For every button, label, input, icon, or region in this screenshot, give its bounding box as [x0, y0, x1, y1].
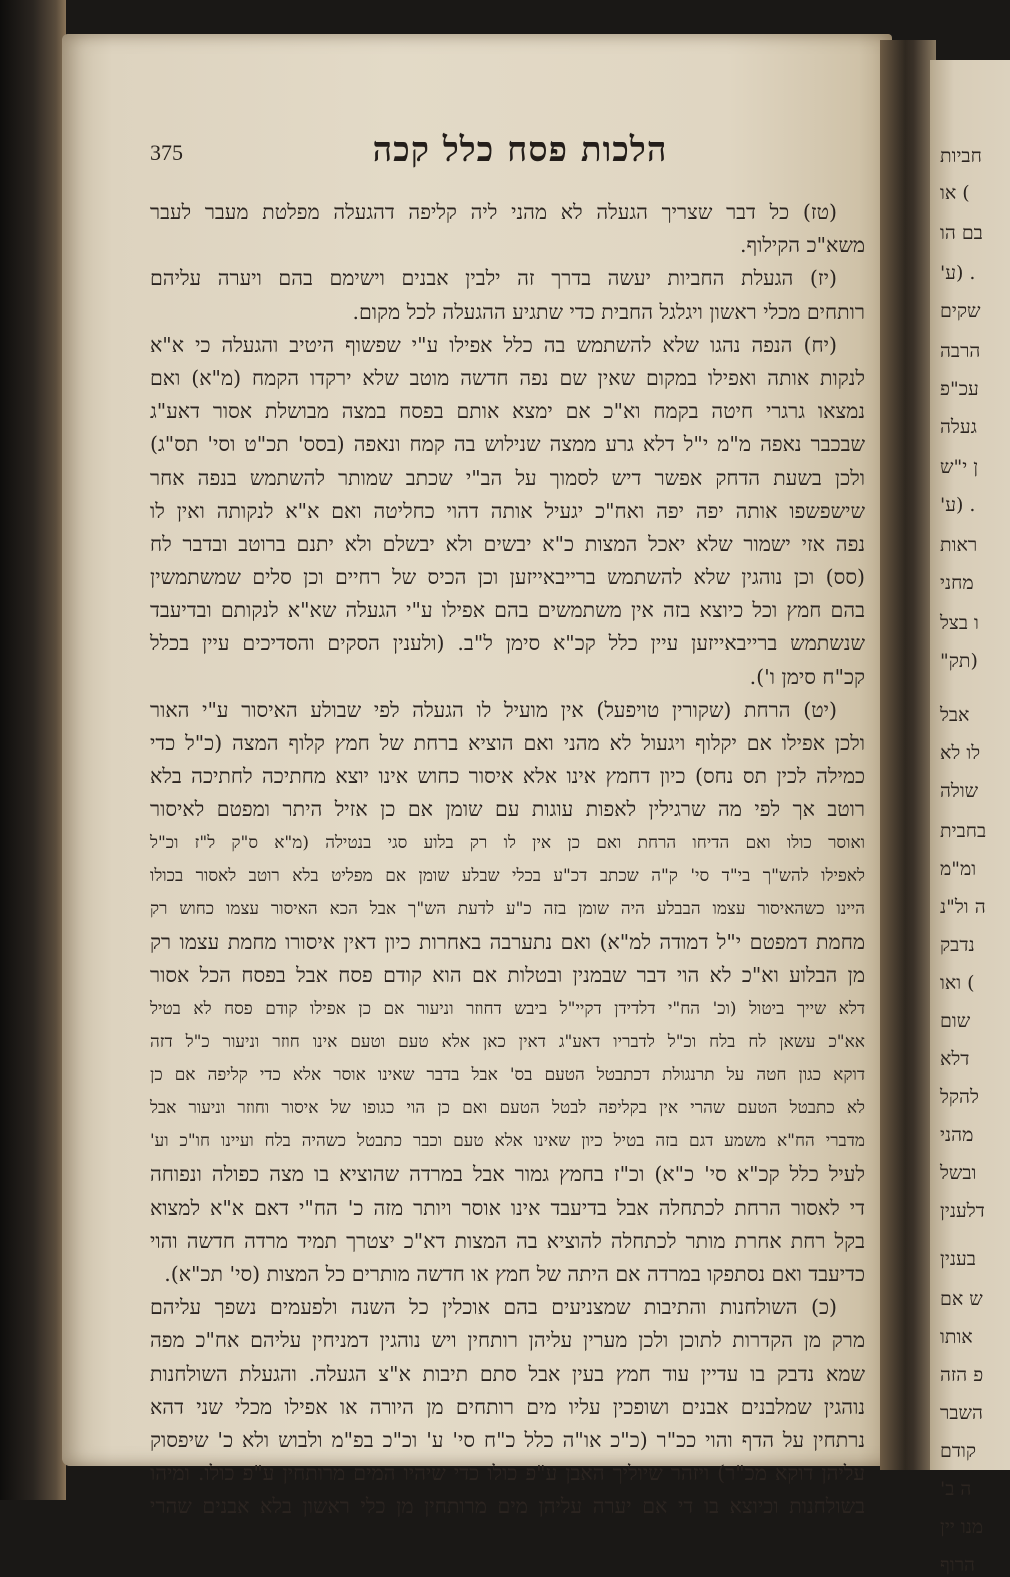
facing-page-fragment: . (ע'	[940, 262, 976, 284]
text-line: שישפשפו אותה יפה יפה ואח"כ יגעיל אותה דהוי כחליטה ואם א"א לנקותה ואין לו	[150, 498, 865, 523]
facing-page-fragment: בענין	[940, 1248, 976, 1270]
text-line: נמצאו גרגרי חיטה בקמח וא"כ אם ימצא אותם בפסח במצה מבושלת אסור דאע"ג	[150, 399, 865, 424]
text-line: (טז) כל דבר שצריך הגעלה לא מהני ליה קליפה דהגעלה מפלטת מעבר לעבר	[150, 200, 837, 224]
facing-page-fragment: שום	[940, 1010, 971, 1032]
facing-page-fragment: בחבית	[940, 820, 987, 842]
text-line: לא כתבטל הטעם שהרי אין בקליפה לבטל הטעם ואם כן הוי כגופו של איסור וחוזר וניעור אבל	[150, 1098, 865, 1119]
facing-page-fragment: דלא	[940, 1048, 970, 1070]
text-line: קכ"ח סימן ו').	[749, 664, 865, 689]
text-line: כמילה לכין תס נחס) כיון דחמץ אינו אלא איסור כחוש אינו יוצא מחתיכה לחתיכה בלא	[150, 764, 865, 789]
text-line: כדיעבד ואם נסתפקו במרדה אם היתה של חמץ או חדשה מותרים כל המצות (סי' תכ"א).	[164, 1262, 865, 1286]
text-line: (יט) הרחת (שקורין טויפעל) אין מועיל לו הגעלה לפי שבולע האיסור ע"י האור	[150, 697, 837, 722]
facing-page-fragment: לו לא	[940, 742, 981, 764]
facing-page-fragment: דלענין	[940, 1200, 985, 1222]
body-text	[150, 196, 865, 1524]
facing-page-fragment: שולה	[940, 780, 979, 802]
facing-page-fragment: עכ"פ	[940, 378, 979, 400]
text-line: נוהגין שמלבנים אבנים ושופכין עליו מים רותחים מן היורה או אפילו מכלי שני דהא	[150, 1394, 865, 1419]
facing-page-fragment: ן י"ש	[940, 456, 979, 478]
facing-page-fragment: אותו	[940, 1326, 973, 1348]
facing-page-fragment: ) ואו	[940, 972, 975, 994]
facing-page-fragment: מנו יין	[940, 1516, 984, 1538]
facing-page-fragment: (תק"	[940, 650, 978, 672]
facing-page-fragment: ה ול"נ	[940, 896, 986, 918]
facing-page-fragment: פ הזה	[940, 1364, 984, 1386]
facing-page-fragment: קודם	[940, 1440, 977, 1462]
facing-page-fragment: מחני	[940, 572, 974, 594]
text-line: דלא שייך ביטול (וכ' הח"י דלדידן דקיי"ל ביבש דחוזר וניעור אם כן אפילו קודם פסח לא בטיל	[150, 998, 865, 1019]
text-line: ולכן אפילו אם יקלוף ויגעול לא מהני ואם הוציא ברחת של חמץ קלוף המצה (כ"ל כדי	[150, 731, 865, 755]
text-line: מרק מן הקדרות לתוכן ולכן מערין עליהן רותחין ויש נוהגין דמניחין עליהם אח"כ מפה	[150, 1328, 865, 1353]
facing-page-fragment: הרבה	[940, 340, 981, 362]
facing-page-fragment: שקים	[940, 300, 981, 322]
text-line: ואוסר כולו ואם הדיחו הרחת ואם כן אין לו רק בלוע סגי בנטילה (מ"א ס"ק ל"ז וכ"ל	[150, 832, 865, 853]
facing-page-fragment: ראות	[940, 534, 978, 556]
facing-page-fragment: געלה	[940, 416, 977, 438]
text-line: מחמת דמפטם י"ל דמודה למ"א) ואם נתערבה באחרות כיון דאין איסורו מחמת עצמו רק	[150, 930, 865, 955]
facing-page-fragment: השבר	[940, 1402, 983, 1424]
facing-page-fragment: ה ב'	[940, 1478, 972, 1500]
text-line: נרתחין על הדף והוי ככ"ר (כ"כ או"ה כלל כ"ח סי' ע' וכ"כ בפ"מ ולבוש ולא כ' שיפסוק	[150, 1427, 865, 1452]
facing-page-fragment: ובשל	[940, 1162, 977, 1184]
facing-page-fragment: בם הו	[940, 222, 983, 244]
text-line: די לאסור הרחת לכתחלה אבל בדיעבד אינו אוסר ויותר מזה כ' הח"י דאם א"א למצוא	[150, 1195, 865, 1220]
text-line: (כ) השולחנות והתיבות שמצניעים בהם אוכלין כל השנה ולפעמים נשפך עליהם	[150, 1295, 837, 1320]
facing-page-fragment: ו בצל	[940, 612, 979, 634]
facing-page-fragment: נדבק	[940, 934, 975, 956]
text-line: בשולחנות וכיוצא בו די אם יערה עליהן מים מרותחין מן כלי ראשון בלא אבנים שהרי	[150, 1494, 865, 1519]
text-line: בהם חמץ וכל כיוצא בזה אין משתמשים בהם אפילו ע"י הגעלה שא"א לנקותם ובדיעבד	[150, 598, 865, 623]
text-line: רוטב אך לפי מה שרגילין לאפות עוגות עם שומן אם כן אזיל היתר ומפטם לאיסור	[150, 797, 865, 822]
text-line: לאפילו להש"ך בי"ד סי' ק"ה שכתב דכ"ע בכלי שבלע שומן אם מפליט בלא רוטב לאסור בכולו	[150, 865, 865, 886]
text-line: שנשתמש ברייבאייזען עיין כלל קכ"א סימן ל"ב. (ולענין הסקים והסדיכים עיין בכלל	[150, 631, 866, 656]
facing-page-fragment: . (ע'	[940, 494, 976, 516]
facing-page-fragment: להקל	[940, 1086, 979, 1108]
text-line: שבכבר נאפה מ"מ י"ל דלא גרע ממצה שנילוש בה קמח ונאפה (בסס' תכ"ט וסי' תס"ג)	[150, 432, 865, 457]
text-line: עליהן דוקא מכ"ר) ויזהר שיוליך האבן ע"פ כולו כדי שיהיו המים מרותחין ע"פ כולו. ומיהו	[150, 1461, 865, 1486]
text-line: רותחים מכלי ראשון ויגלגל החבית כדי שתגיע ההגעלה לכל מקום.	[352, 299, 865, 324]
text-line: מדברי הח"א משמע דגם בזה בטיל כיון שאינו אלא טעם וכבר כתבטל כשהיה בלח ועיינו חו"כ וע'	[150, 1131, 865, 1152]
facing-page-fragment: אבל	[940, 704, 970, 726]
facing-page	[930, 60, 1010, 1576]
page-number: 375	[150, 140, 183, 165]
text-line: דוקא כגון חטה על תרנגולת דכתבטל הטעם בס' אבל בדבר שאינו אוסר אלא כדי קליפה אם כן	[150, 1064, 865, 1085]
facing-page-fragment: חביות	[940, 145, 982, 167]
text-line: מן הבלוע וא"כ לא הוי דבר שבמנין ובטלות אם הוא קודם פסח אבל בפסח הכל אסור	[150, 963, 865, 988]
text-line: (סס) וכן נוהגין שלא להשתמש ברייבאייזען וכן הכיס של רחיים וכן סלים שמשתמשין	[150, 565, 865, 590]
facing-page-fragment: ומ"מ	[940, 858, 977, 880]
facing-page-fragment: הרוף	[940, 1554, 975, 1576]
text-line: משא"כ הקילוף.	[739, 233, 865, 258]
book-cover-edge	[0, 0, 66, 1500]
text-line: נפה אזי ישמור שלא יאכל המצות כ"א יבשים ולא יבשלם ולא יתנם ברוטב ובדבר לח	[150, 531, 865, 556]
facing-page-fragment: ) או	[940, 182, 970, 204]
text-line: לנקות אותה ואפילו במקום שאין שם נפה חדשה מוטב שלא ירקדו הקמח (מ"א) ואם	[150, 365, 865, 390]
text-line: לעיל כלל קכ"א סי' כ"א) וכ"ז בחמץ גמור אבל במרדה שהוציא בו מצה כפולה ונפוחה	[150, 1162, 865, 1187]
running-title: הלכות פסח כלל קכה	[372, 130, 668, 170]
text-line: (יז) הגעלת החביות יעשה בדרך זה ילבין אבנים וישימם בהם ויערה עליהם	[150, 266, 837, 291]
text-line: היינו כשהאיסור עצמו הבבלע היה שומן בזה כ"ע לדעת הש"ך אבל הכא האיסור עצמו כחוש רק	[150, 898, 865, 919]
facing-page-fragment: ש אם	[940, 1288, 983, 1310]
book-gutter	[880, 40, 936, 1470]
text-line: (יח) הנפה נהגו שלא להשתמש בה כלל אפילו ע"י שפשוף היטיב והגעלה כי א"א	[150, 332, 837, 357]
text-line: שמא נדבק בו עדיין עוד חמץ בעין אבל סתם תיבות א"צ הגעלה. והגעלת השולחנות	[150, 1361, 865, 1386]
text-line: בקל רחת אחרת מותר לכתחלה להוציא בה המצות דא"כ יצטרך תמיד מרדה חדשה והוי	[150, 1228, 865, 1253]
facing-page-fragment: מהני	[940, 1124, 974, 1146]
text-line: אא"כ עשאן לח בלח וכ"ל לדבריו דאע"ג דאין כאן אלא טעם וטעם אינו חוזר וניעור כ"ל דזה	[150, 1031, 865, 1052]
text-line: ולכן בשעת הדחק אפשר דיש לסמוך על הב"י שכתב שמותר להשתמש בנפה אחר	[150, 465, 865, 490]
